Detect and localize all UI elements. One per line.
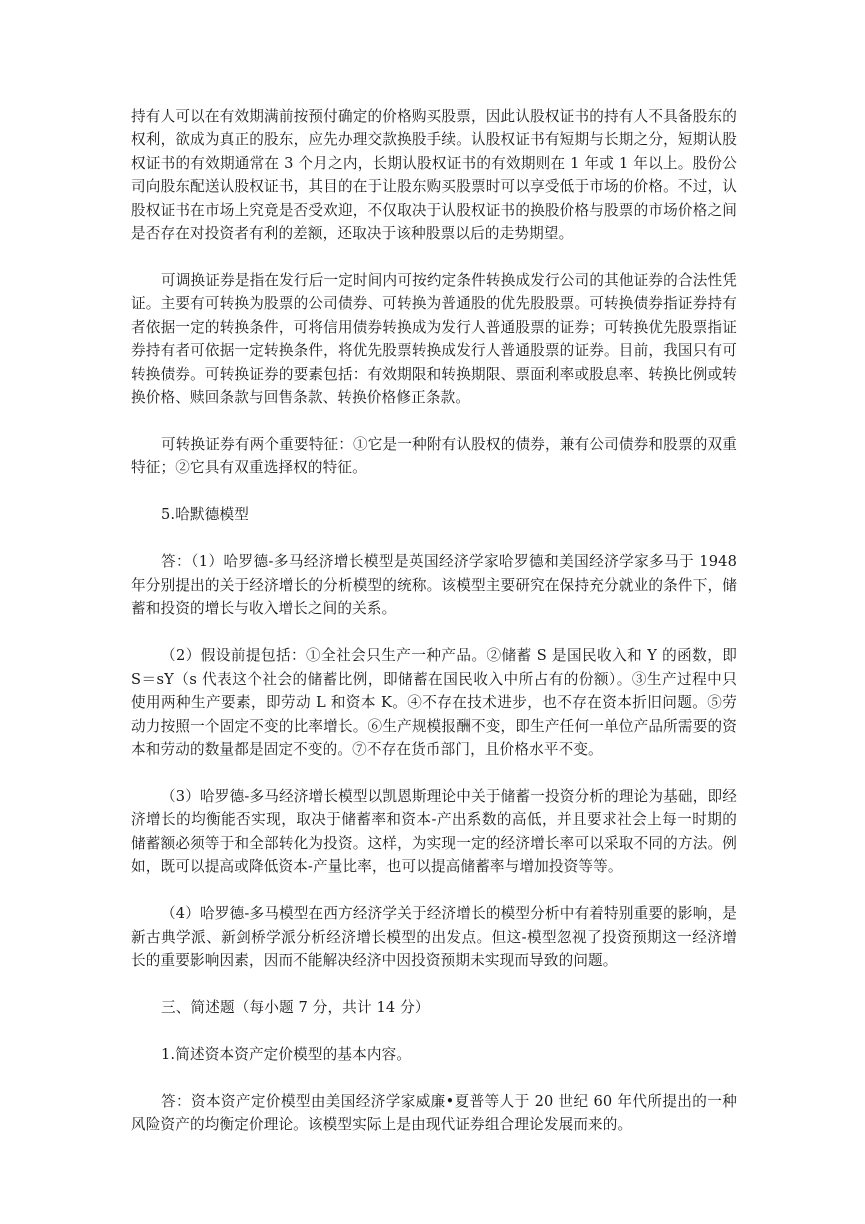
paragraph-convertible-features: 可转换证券有两个重要特征：①它是一种附有认股权的债券，兼有公司债券和股票的双重特征；②它具有双重选择权的特征。 [131, 436, 737, 477]
section-heading-harrod-model: 5.哈默德模型 [161, 506, 249, 524]
paragraph-warrant-continuation: 持有人可以在有效期满前按预付确定的价格购买股票，因此认股权证书的持有人不具备股东的权利，欲成为真正的股东，应先办理交款换股手续。认股权证书有短期与长期之分，短期认股权证书的有效期通常在 3 个月之内，长期认股权证书的有效期则在 1 年或 1 年以上。股份公司向股东配送认股权证书，其目的在于让股东购买股票时可以享受低于市场的价格。不过，认股权证书在市场上究竟是否受欢迎，不仅取决于认股权证书的换股价格与股票的市场价格之间是否存在对投资者有利的差额，还取决于该种股票以后的走势期望。 [131, 108, 737, 243]
document-body [131, 105, 737, 1160]
paragraph-answer-2: （2）假设前提包括：①全社会只生产一种产品。②储蓄 S 是国民收入和 Y 的函数，即 S＝sY（s 代表这个社会的储蓄比例，即储蓄在国民收入中所占有的份额）。③生产过程中只使用两种生产要素，即劳动 L 和资本 K。④不存在技术进步，也不存在资本折旧问题。⑤劳动力按照一个固定不变的比率增长。⑥生产规模报酬不变，即生产任何一单位产品所需要的资本和劳动的数量都是固定不变的。⑦不存在货币部门，且价格水平不变。 [131, 647, 737, 758]
paragraph-answer-3: （3）哈罗德-多马经济增长模型以凯恩斯理论中关于储蓄一投资分析的理论为基础，即经济增长的均衡能否实现，取决于储蓄率和资本-产出系数的高低，并且要求社会上每一时期的储蓄额必须等于和全部转化为投资。这样，为实现一定的经济增长率可以采取不同的方法。例如，既可以提高或降低资本-产量比率，也可以提高储蓄率与增加投资等等。 [131, 787, 737, 876]
question-heading-capm: 1.简述资本资产定价模型的基本内容。 [161, 1045, 412, 1063]
paragraph-answer-4: （4）哈罗德-多马模型在西方经济学关于经济增长的模型分析中有着特别重要的影响，是新古典学派、新剑桥学派分析经济增长模型的出发点。但这-模型忽视了投资预期这一经济增长的重要影响因素，因而不能解决经济中因投资预期未实现而导致的问题。 [131, 905, 737, 969]
section-heading-short-answer: 三、简述题（每小题 7 分，共计 14 分） [161, 998, 430, 1016]
paragraph-capm-answer: 答：资本资产定价模型由美国经济学家威廉•夏普等人于 20 世纪 60 年代所提出的一种风险资产的均衡定价理论。该模型实际上是由现代证券组合理论发展而来的。 [131, 1092, 737, 1134]
paragraph-answer-1: 答：（1）哈罗德-多马经济增长模型是英国经济学家哈罗德和美国经济学家多马于 1948 年分别提出的关于经济增长的分析模型的统称。该模型主要研究在保持充分就业的条件下，储蓄和投资的增长与收入增长之间的关系。 [131, 553, 737, 618]
paragraph-convertible-securities: 可调换证券是指在发行后一定时间内可按约定条件转换成发行公司的其他证券的合法性凭证。主要有可转换为股票的公司债券、可转换为普通股的优先股股票。可转换债券指证券持有者依据一定的转换条件，可将信用债券转换成为发行人普通股票的证券；可转换优先股票指证券持有者可依据一定转换条件，将优先股票转换成发行人普通股票的证券。目前，我国只有可转换债券。可转换证券的要素包括：有效期限和转换期限、票面利率或股息率、转换比例或转换价格、赎回条款与回售条款、转换价格修正条款。 [131, 272, 737, 407]
